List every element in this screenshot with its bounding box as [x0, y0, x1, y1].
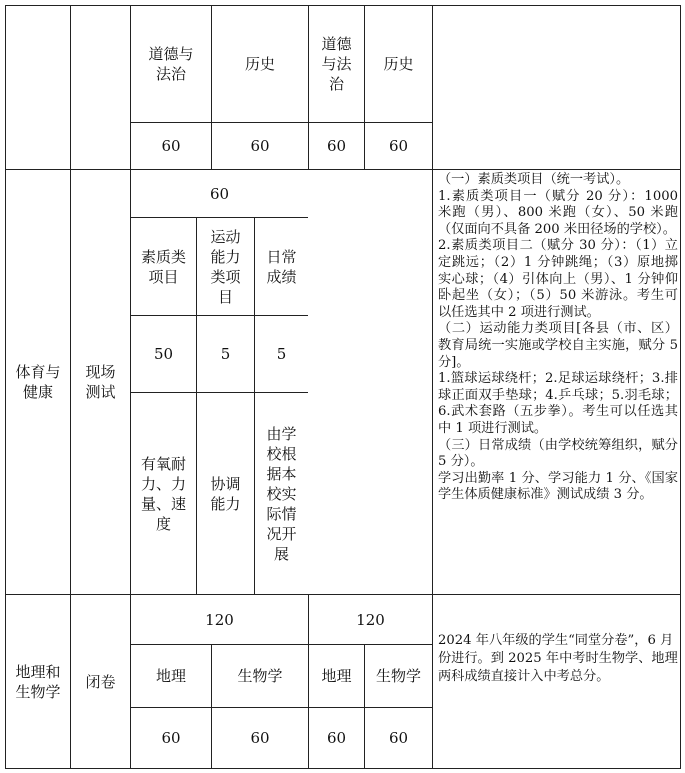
score-cell: 60	[250, 137, 270, 155]
table-rule	[432, 5, 433, 769]
category-score: 5	[276, 345, 287, 363]
category-score: 5	[220, 345, 231, 363]
score-cell: 60	[388, 137, 409, 155]
category-content: 协调能力	[210, 474, 241, 513]
note-line: （一）素质类项目（统一考试）。	[438, 172, 630, 187]
table-border-bottom	[5, 768, 681, 769]
subject-header: 历史	[383, 55, 414, 73]
subject-name: 体育与健康	[15, 363, 61, 401]
note-line: （二）运动能力类项目[各县（市、区）教育局统一实施或学校自主实施，赋分 5 分]。	[438, 321, 678, 370]
note-line: 2.素质类项目二（赋分 30 分）：（1）立定跳远；（2）1 分钟跳绳；（3）原地掷实心球；（4）引体向上（男）、1 分钟仰卧起坐（女）；（5）50 米游泳。考生可以任选其中 2 项进行测试。	[438, 238, 678, 320]
category-score: 50	[153, 345, 174, 363]
subject-header: 道德与法治	[148, 45, 194, 83]
category-header: 日常成绩	[266, 247, 297, 286]
note-line: 1.篮球运球绕杆；2.足球运球绕杆；3.排球正面双手垫球；4.乒乓球；5.羽毛球；6.武术套路（五步拳）。考生可以任选其中 1 项进行测试。	[438, 371, 678, 436]
subject-header: 道德与法治	[321, 35, 352, 93]
total-score: 120	[205, 610, 234, 629]
score-cell: 60	[161, 729, 181, 747]
subject-name: 地理和生物学	[15, 662, 61, 701]
note-line: 学习出勤率 1 分、学习能力 1 分、《国家学生体质健康标准》测试成绩 3 分。	[438, 470, 678, 503]
exam-method: 现场测试	[85, 363, 116, 401]
total-score: 120	[356, 610, 385, 629]
category-header: 运动能力类项目	[210, 227, 241, 306]
note-line: 1.素质类项目一（赋分 20 分）：1000 米跑（男）、800 米跑（女）、50 米跑（仅面向不具备 200 米田径场的学校）。	[438, 188, 678, 237]
geo-note: 2024 年八年级的学生“同堂分卷”，6 月份进行。到 2025 年中考时生物学、地理两科成绩直接计入中考总分。	[438, 633, 678, 684]
subject-header: 生物学	[237, 667, 283, 685]
note-line: （三）日常成绩（由学校统筹组织，赋分 5 分）。	[438, 437, 678, 470]
subject-header: 生物学	[375, 667, 421, 685]
score-cell: 60	[326, 137, 347, 155]
category-content: 有氧耐力、力量、速度	[140, 454, 186, 533]
subject-header: 历史	[244, 55, 275, 73]
score-cell: 60	[388, 729, 409, 747]
table-border-right	[680, 5, 681, 769]
score-cell: 60	[161, 137, 181, 155]
category-content: 由学校根据本校实际情况开展	[266, 424, 297, 563]
exam-method: 闭卷	[85, 672, 116, 691]
pe-notes	[438, 172, 678, 504]
score-cell: 60	[250, 729, 270, 747]
subject-header: 地理	[321, 667, 352, 685]
subject-header: 地理	[155, 667, 186, 685]
category-header: 素质类项目	[140, 247, 186, 286]
score-cell: 60	[326, 729, 347, 747]
total-score: 60	[209, 184, 230, 203]
